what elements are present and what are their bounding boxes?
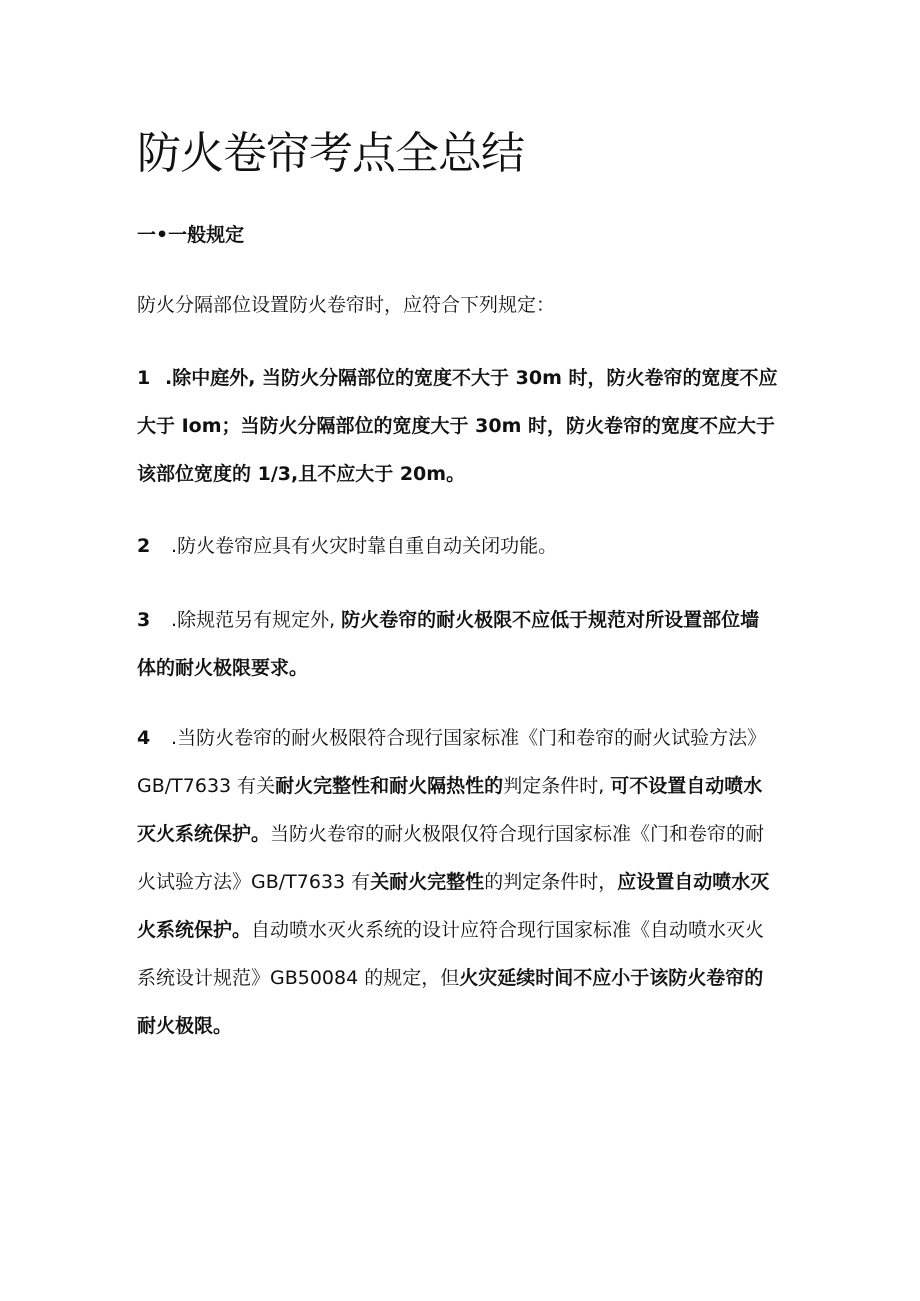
bold-text-run: 耐火完整性和耐火隔热性的 — [275, 775, 504, 797]
text-run: .防火卷帘应具有火灾时靠自重自动关闭功能。 — [165, 535, 558, 557]
text-run: 火试验方法》GB/T7633 有 — [137, 871, 371, 893]
paragraph-line — [137, 810, 799, 858]
list-item-3 — [137, 596, 799, 692]
bold-text-run: 火系统保护。 — [137, 919, 252, 941]
paragraph-line — [137, 714, 799, 762]
list-item-4 — [137, 714, 799, 1050]
bold-text-run: 大于 Iom；当防火分隔部位的宽度大于 30m 时，防火卷帘的宽度不应大于 — [137, 415, 776, 437]
intro-paragraph: 防火分隔部位设置防火卷帘时，应符合下列规定： — [137, 294, 556, 316]
paragraph-line — [137, 402, 799, 450]
bold-text-run: 体的耐火极限要求。 — [137, 657, 309, 679]
item-number: 2 — [137, 535, 151, 557]
bold-text-run: .除中庭外, 当防火分隔部位的宽度不大于 30m 时，防火卷帘的宽度不应 — [165, 367, 778, 389]
paragraph-line — [137, 522, 799, 570]
paragraph-line — [137, 762, 799, 810]
paragraph-line — [137, 858, 799, 906]
bold-text-run: 可不设置自动喷水 — [610, 775, 763, 797]
text-run: 当防火卷帘的耐火极限仅符合现行国家标准《门和卷帘的耐 — [270, 823, 765, 845]
text-run: .当防火卷帘的耐火极限符合现行国家标准《门和卷帘的耐火试验方法》 — [165, 727, 767, 749]
list-item-2 — [137, 522, 799, 570]
bold-text-run: 火灾延续时间不应小于该防火卷帘的 — [459, 967, 764, 989]
text-run: 判定条件时, — [503, 775, 611, 797]
section-heading: 一•一般规定 — [137, 224, 245, 246]
paragraph-line — [137, 596, 799, 644]
bold-text-run: 防火卷帘的耐火极限不应低于规范对所设置部位墙 — [341, 609, 760, 631]
bold-text-run: 耐火极限。 — [137, 1015, 233, 1037]
bold-text-run: 该部位宽度的 1/3,且不应大于 20m。 — [137, 463, 466, 485]
item-number: 1 — [137, 367, 151, 389]
list-item-1 — [137, 354, 799, 498]
paragraph-line — [137, 354, 799, 402]
text-run: 自动喷水灭火系统的设计应符合现行国家标准《自动喷水灭火 — [251, 919, 765, 941]
paragraph-line — [137, 644, 799, 692]
item-number: 3 — [137, 609, 151, 631]
text-run: 的判定条件时， — [484, 871, 618, 893]
item-number: 4 — [137, 727, 151, 749]
bold-text-run: 关耐火完整性 — [370, 871, 485, 893]
text-run: GB/T7633 有关 — [137, 775, 276, 797]
paragraph-line — [137, 954, 799, 1002]
text-run: 系统设计规范》GB50084 的规定，但 — [137, 967, 460, 989]
bold-text-run: 应设置自动喷水灭 — [617, 871, 770, 893]
paragraph-line — [137, 906, 799, 954]
paragraph-line — [137, 450, 799, 498]
page-title: 防火卷帘考点全总结 — [137, 128, 524, 179]
text-run: .除规范另有规定外, — [165, 609, 342, 631]
bold-text-run: 灭火系统保护。 — [137, 823, 271, 845]
paragraph-line — [137, 1002, 799, 1050]
